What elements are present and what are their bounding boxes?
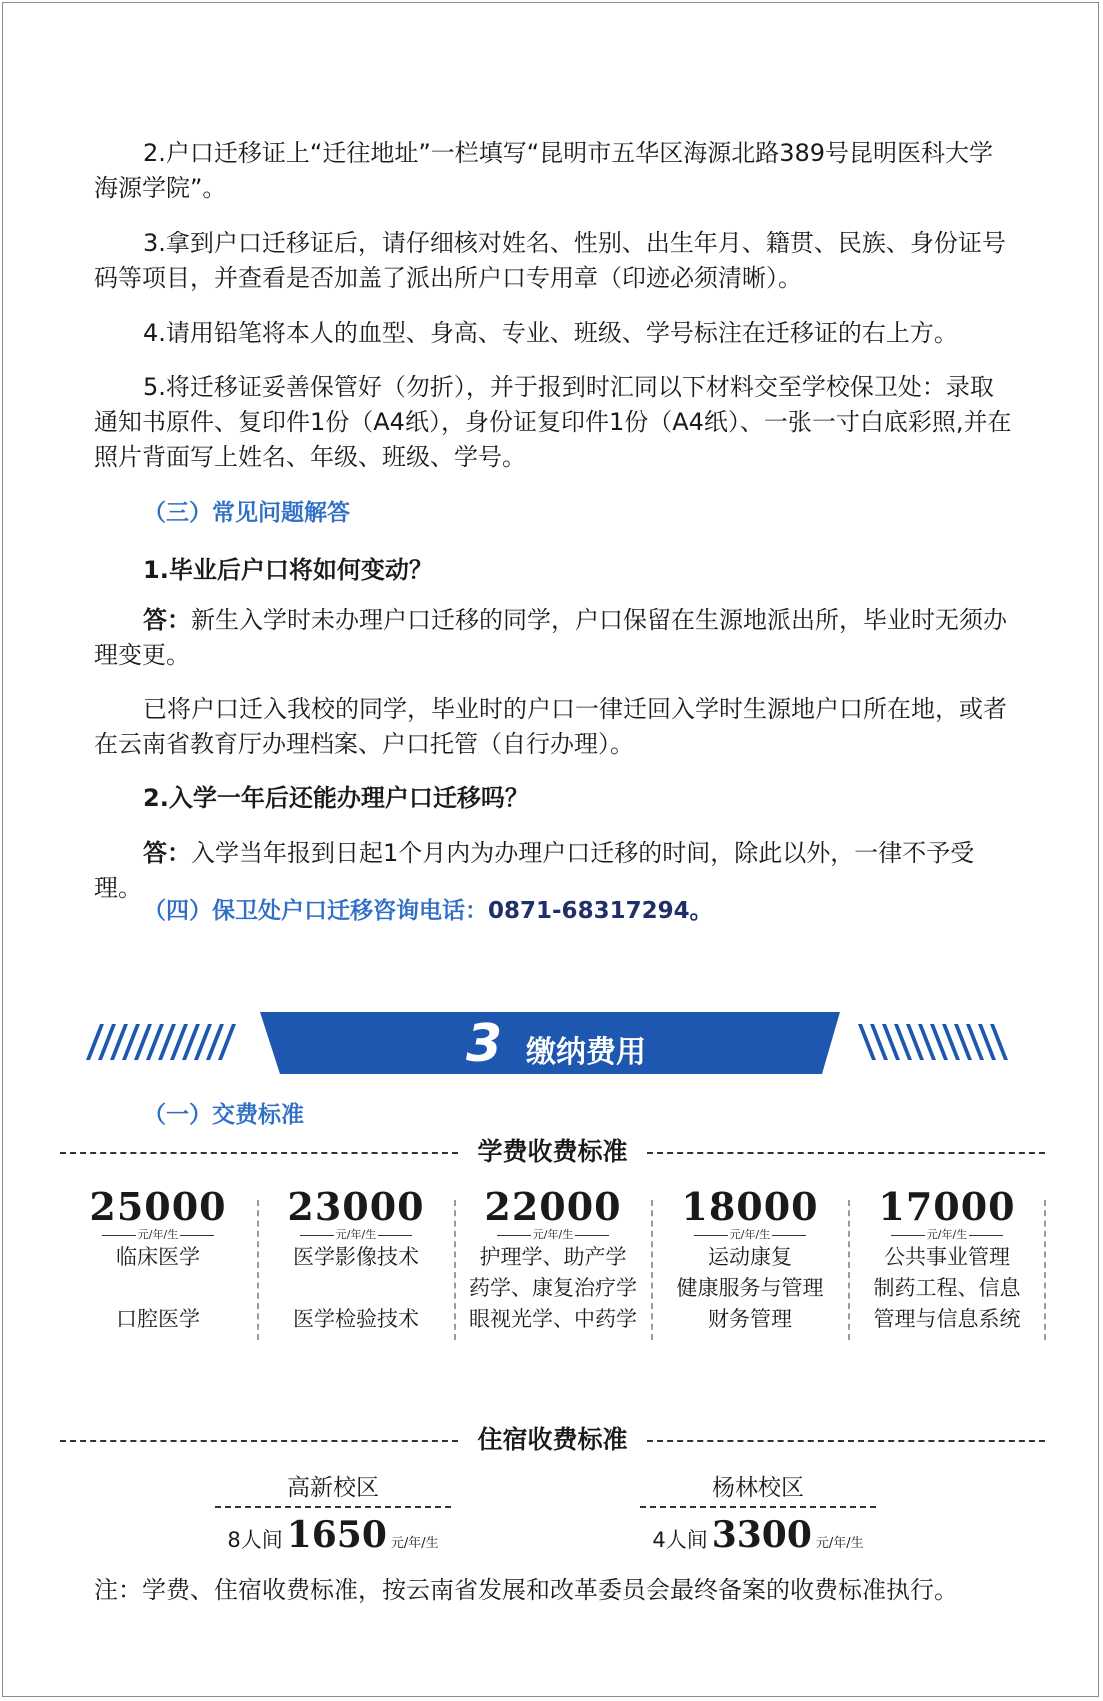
lodging-unit: 元/年/生 bbox=[390, 1536, 439, 1551]
fee-major: 医学影像技术 bbox=[293, 1245, 419, 1269]
fee-column bbox=[258, 1186, 454, 1335]
answer-lead: 答： bbox=[143, 839, 191, 867]
fee-major: 临床医学 bbox=[116, 1245, 200, 1269]
tuition-title: 学费收费标准 bbox=[477, 1137, 628, 1166]
fee-major: 眼视光学、中药学 bbox=[469, 1307, 637, 1331]
banner-title: 缴纳费用 bbox=[526, 1035, 646, 1070]
fee-column bbox=[849, 1186, 1045, 1335]
tuition-title-row bbox=[60, 1132, 1045, 1164]
campus-price bbox=[638, 1514, 878, 1556]
contact-label: （四）保卫处户口迁移咨询电话： bbox=[143, 898, 488, 924]
fee-major: 财务管理 bbox=[708, 1307, 792, 1331]
dash-divider bbox=[640, 1506, 876, 1508]
fee-major: 制药工程、信息 bbox=[873, 1276, 1021, 1300]
paragraph-address: 2.户口迁移证上“迁往地址”一栏填写“昆明市五华区海源北路389号昆明医科大学海源学院”。 bbox=[94, 139, 994, 202]
lodging-title: 住宿收费标准 bbox=[477, 1425, 628, 1454]
fee-column bbox=[60, 1186, 256, 1335]
fee-unit: 元/年/生 bbox=[849, 1228, 1045, 1242]
fee-note: 注：学费、住宿收费标准，按云南省发展和改革委员会最终备案的收费标准执行。 bbox=[94, 1576, 958, 1604]
faq-answer-1 bbox=[94, 603, 1014, 673]
campus-yanglin bbox=[638, 1472, 878, 1556]
fee-standard-heading: （一）交费标准 bbox=[143, 1102, 304, 1128]
fee-amount: 17000 bbox=[878, 1184, 1016, 1229]
contact-end: 。 bbox=[689, 898, 713, 924]
fee-major bbox=[258, 1273, 454, 1304]
faq-question-1: 1.毕业后户口将如何变动？ bbox=[143, 556, 433, 584]
fee-unit: 元/年/生 bbox=[652, 1228, 848, 1242]
banner-number: 3 bbox=[466, 1014, 503, 1074]
fee-amount: 18000 bbox=[681, 1184, 819, 1229]
fee-major bbox=[60, 1273, 256, 1304]
contact-line bbox=[143, 892, 713, 925]
campus-name: 杨林校区 bbox=[712, 1475, 804, 1501]
lodging-unit: 元/年/生 bbox=[815, 1536, 864, 1551]
fee-amount: 25000 bbox=[89, 1184, 227, 1229]
faq-heading: （三）常见问题解答 bbox=[143, 500, 350, 526]
fee-unit: 元/年/生 bbox=[60, 1228, 256, 1242]
fee-major: 口腔医学 bbox=[116, 1307, 200, 1331]
dash-divider bbox=[647, 1440, 1045, 1442]
paragraph-verify: 3.拿到户口迁移证后，请仔细核对姓名、性别、出生年月、籍贯、民族、身份证号码等项目，并查看是否加盖了派出所户口专用章（印迹必须清晰）。 bbox=[94, 229, 1006, 292]
section-banner bbox=[86, 1012, 1016, 1074]
paragraph-keep: 5.将迁移证妥善保管好（勿折），并于报到时汇同以下材料交至学校保卫处：录取通知书原件、复印件1份（A4纸），身份证复印件1份（A4纸）、一张一寸白底彩照,并在照片背面写上姓名、年级、班级、学号。 bbox=[94, 373, 1012, 471]
answer-lead: 答： bbox=[143, 606, 191, 634]
fee-major: 医学检验技术 bbox=[293, 1307, 419, 1331]
answer-text: 新生入学时未办理户口迁移的同学，户口保留在生源地派出所，毕业时无须办理变更。 bbox=[94, 606, 1007, 669]
campus-name: 高新校区 bbox=[287, 1475, 379, 1501]
fee-major: 药学、康复治疗学 bbox=[469, 1276, 637, 1300]
answer-text: 入学当年报到日起1个月内为办理户口迁移的时间，除此以外，一律不予受理。 bbox=[94, 839, 975, 902]
fee-amount: 22000 bbox=[484, 1184, 622, 1229]
fee-major: 公共事业管理 bbox=[884, 1245, 1010, 1269]
dash-divider bbox=[647, 1152, 1045, 1154]
fee-major: 运动康复 bbox=[708, 1245, 792, 1269]
lodging-amount: 1650 bbox=[286, 1514, 387, 1556]
fee-unit: 元/年/生 bbox=[455, 1228, 651, 1242]
fee-unit: 元/年/生 bbox=[258, 1228, 454, 1242]
fee-column bbox=[455, 1186, 651, 1335]
fee-major: 护理学、助产学 bbox=[479, 1245, 627, 1269]
room-type: 8人间 bbox=[227, 1528, 283, 1552]
fee-column bbox=[652, 1186, 848, 1335]
fee-amount: 23000 bbox=[287, 1184, 425, 1229]
column-separator bbox=[1044, 1200, 1046, 1340]
campus-price bbox=[213, 1514, 453, 1556]
lodging-amount: 3300 bbox=[711, 1514, 812, 1556]
dash-divider bbox=[215, 1506, 451, 1508]
fee-major: 管理与信息系统 bbox=[873, 1307, 1021, 1331]
paragraph-label: 4.请用铅笔将本人的血型、身高、专业、班级、学号标注在迁移证的右上方。 bbox=[143, 319, 958, 347]
faq-answer-1-extra: 已将户口迁入我校的同学，毕业时的户口一律迁回入学时生源地户口所在地，或者在云南省教育厅办理档案、户口托管（自行办理）。 bbox=[94, 695, 1007, 758]
faq-question-2: 2.入学一年后还能办理户口迁移吗？ bbox=[143, 784, 529, 812]
contact-phone: 0871-68317294 bbox=[488, 898, 690, 924]
fee-major: 健康服务与管理 bbox=[676, 1276, 824, 1300]
room-type: 4人间 bbox=[652, 1528, 708, 1552]
campus-gaoxin bbox=[213, 1472, 453, 1556]
lodging-title-row bbox=[60, 1420, 1045, 1452]
